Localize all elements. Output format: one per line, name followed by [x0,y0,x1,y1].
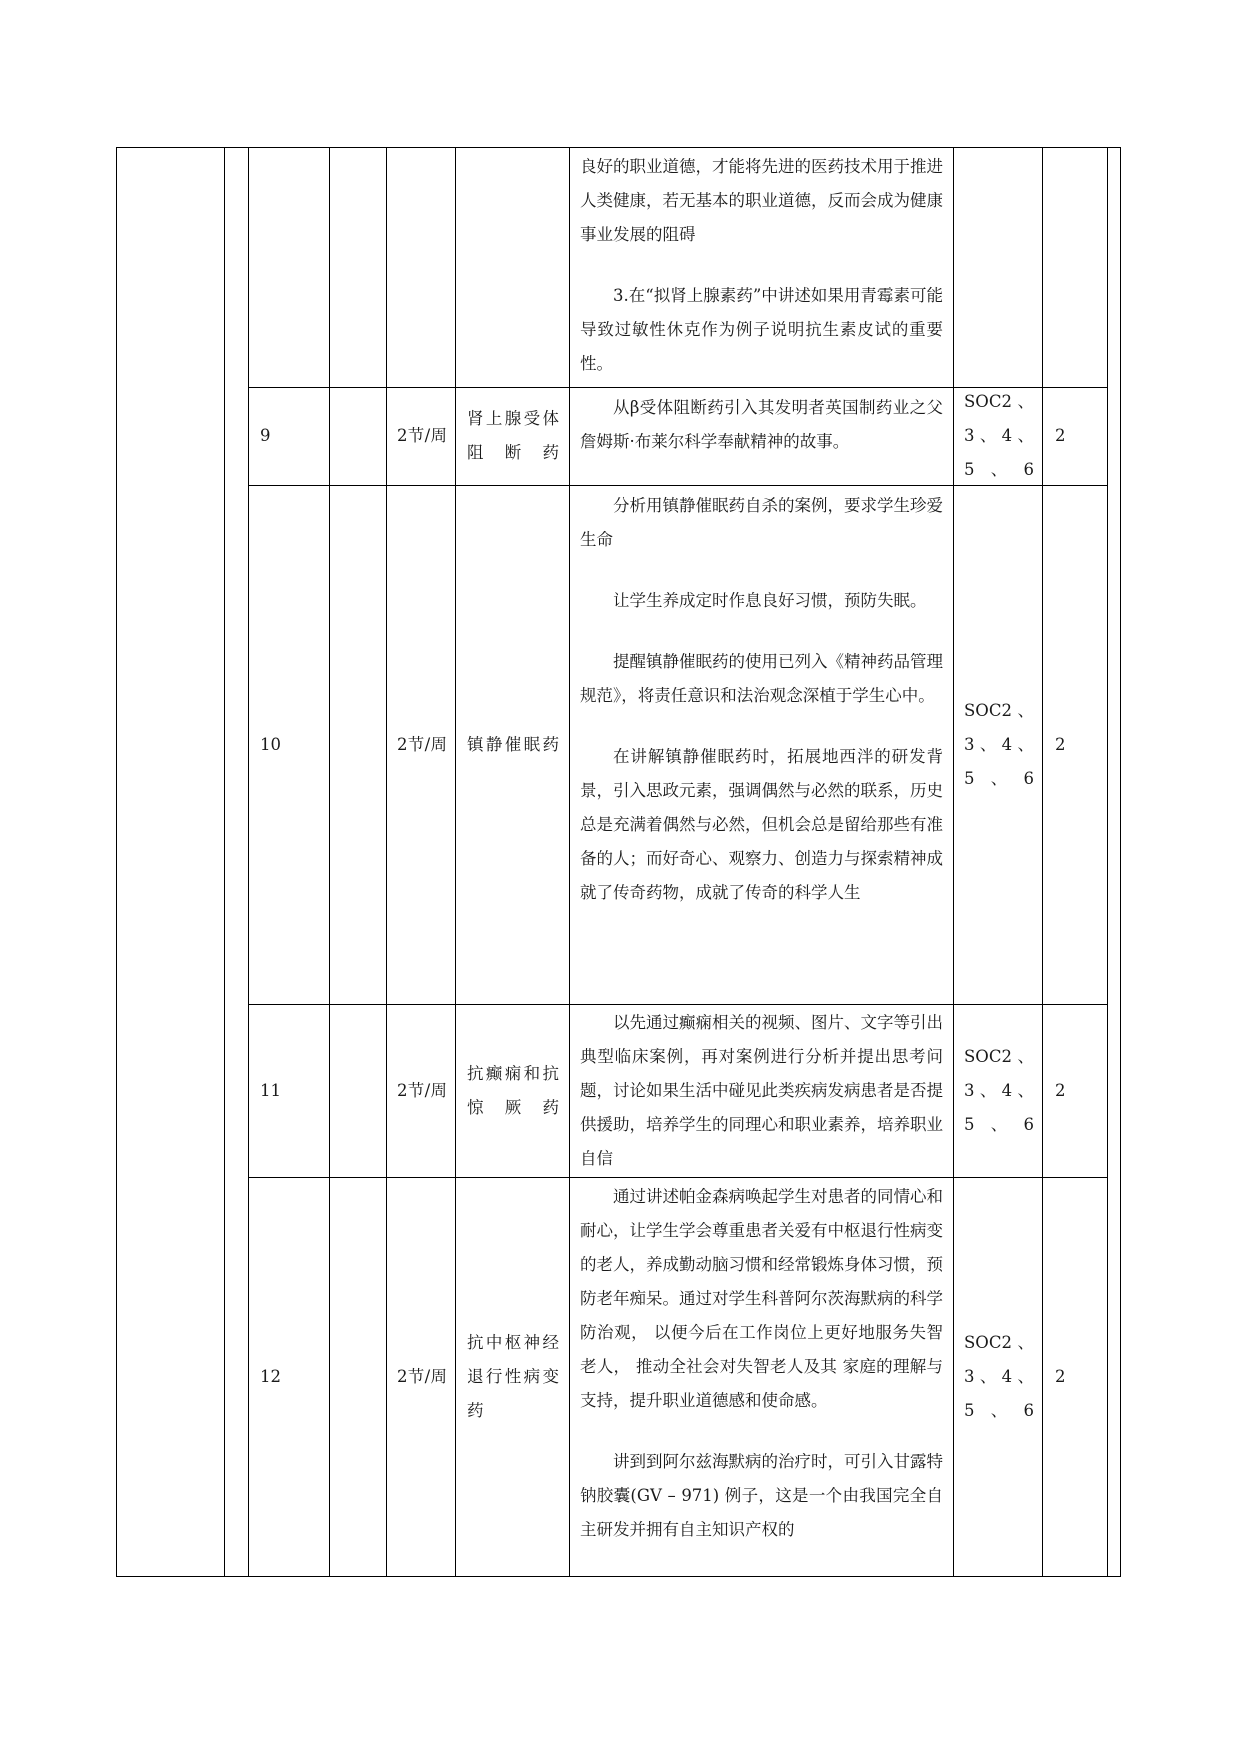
score: 2 [1055,426,1066,445]
content-paragraph: 以先通过癫痫相关的视频、图片、文字等引出典型临床案例，再对案例进行分析并提出思考问题，讨论如果生活中碰见此类疾病发病患者是否提供援助，培养学生的同理心和职业素养，培养职业自信 [580,1013,943,1168]
table-border-left [116,147,117,1577]
content-paragraph: 通过讲述帕金森病唤起学生对患者的同情心和耐心，让学生学会尊重患者关爱有中枢退行性病变的老人，养成勤动脑习惯和经常锻炼身体习惯，预防老年痴呆。通过对学生科普阿尔茨海默病的科学防治观， 以便今后在工作岗位上更好地服务失智老人， 推动全社会对失智老人及其 家庭的理解与支持，提升职业道德感和使命感。 [580,1187,943,1410]
table-border-top [116,147,1121,148]
table-border-right [1120,147,1121,1577]
table-divider [248,147,249,1577]
content-paragraph: 在讲解镇静催眠药时，拓展地西泮的研发背景，引入思政元素，强调偶然与必然的联系，历史总是充满着偶然与必然，但机会总是留给那些有准备的人；而好奇心、观察力、创造力与探索精神成就了传奇药物，成就了传奇的科学人生 [580,747,943,902]
content-paragraph: 良好的职业道德，才能将先进的医药技术用于推进人类健康，若无基本的职业道德，反而会成为健康事业发展的阻碍 [580,157,943,244]
table-divider [386,147,387,1577]
objectives: SOC2、3、4、5、6 [964,392,1034,479]
table-border-bottom [116,1576,1121,1577]
table-divider [1042,147,1043,1577]
objectives: SOC2、3、4、5、6 [964,1332,1034,1420]
table-divider [329,147,330,1577]
objectives: SOC2、3、4、5、6 [964,700,1034,788]
content-paragraph: 提醒镇静催眠药的使用已列入《精神药品管理规范》，将责任意识和法治观念深植于学生心中。 [580,652,943,705]
class-hours: 2节/周 [397,1366,447,1386]
week-number: 11 [260,1080,281,1100]
content-paragraph: 讲到到阿尔兹海默病的治疗时，可引入甘露特钠胶囊(GV – 971) 例子，这是一个由我国完全自主研发并拥有自主知识产权的 [580,1452,943,1539]
class-hours: 2节/周 [397,734,447,754]
table-divider [1107,147,1108,1577]
table-divider [569,147,570,1577]
content-paragraph: 3.在“拟肾上腺素药”中讲述如果用青霉素可能导致过敏性休克作为例子说明抗生素皮试的重要性。 [580,286,943,373]
objectives: SOC2、3、4、5、6 [964,1046,1034,1134]
topic-title: 肾上腺受体阻断药 [467,409,559,462]
week-number: 10 [260,734,281,754]
class-hours: 2节/周 [397,1080,447,1100]
table-divider [224,147,225,1577]
score: 2 [1055,734,1066,754]
topic-title: 抗中枢神经退行性病变药 [467,1332,559,1420]
topic-title: 镇静催眠药 [467,734,559,754]
class-hours: 2节/周 [397,426,447,445]
content-paragraph: 分析用镇静催眠药自杀的案例，要求学生珍爱生命 [580,496,943,549]
content-paragraph: 让学生养成定时作息良好习惯，预防失眠。 [613,591,927,610]
week-number: 12 [260,1366,281,1386]
table-divider [953,147,954,1577]
content-cell [580,489,943,910]
score: 2 [1055,1366,1066,1386]
table-row [580,150,943,381]
content-cell [580,1006,943,1176]
content-cell [580,391,943,459]
content-cell [580,1180,943,1574]
score: 2 [1055,1080,1066,1100]
week-number: 9 [260,426,271,445]
topic-title: 抗癫痫和抗惊厥药 [467,1063,559,1117]
content-paragraph: 从β受体阻断药引入其发明者英国制药业之父詹姆斯·布莱尔科学奉献精神的故事。 [580,398,943,451]
table-divider [455,147,456,1577]
